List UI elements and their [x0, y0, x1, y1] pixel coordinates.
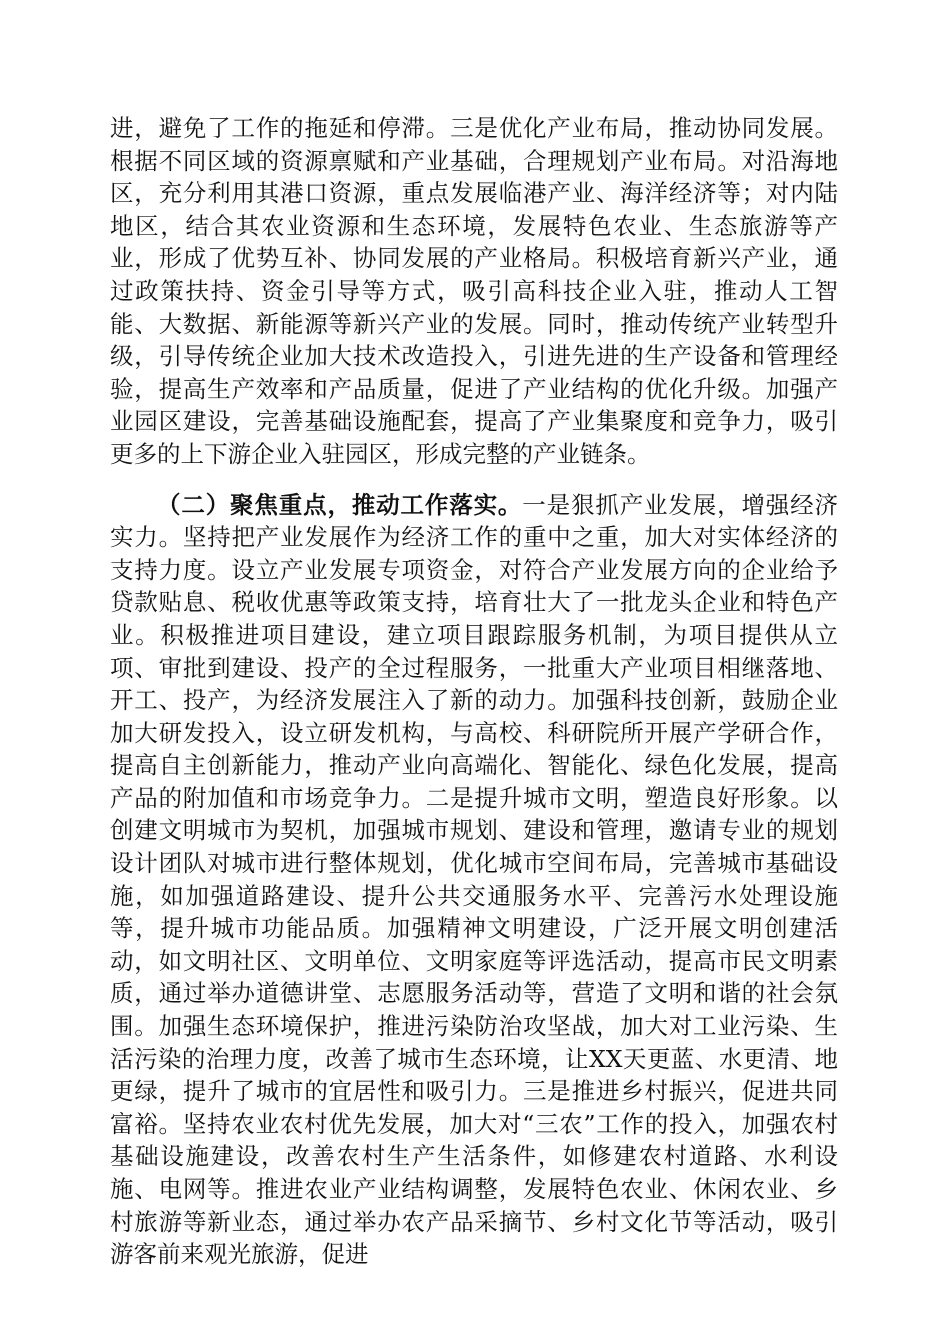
document-page: [110, 112, 838, 1271]
paragraph-continuation: 进，避免了工作的拖延和停滞。三是优化产业布局，推动协同发展。根据不同区域的资源禀赋和产业基础，合理规划产业布局。对沿海地区，充分利用其港口资源，重点发展临港产业、海洋经济等；对内陆地区，结合其农业资源和生态环境，发展特色农业、生态旅游等产业，形成了优势互补、协同发展的产业格局。积极培育新兴产业，通过政策扶持、资金引导等方式，吸引高科技企业入驻，推动人工智能、大数据、新能源等新兴产业的发展。同时，推动传统产业转型升级，引导传统企业加大技术改造投入，引进先进的生产设备和管理经验，提高生产效率和产品质量，促进了产业结构的优化升级。加强产业园区建设，完善基础设施配套，提高了产业集聚度和竞争力，吸引更多的上下游企业入驻园区，形成完整的产业链条。: [110, 114, 838, 468]
section-heading: （二）聚焦重点，推动工作落实。: [157, 490, 523, 519]
section-body-text: 一是狠抓产业发展，增强经济实力。坚持把产业发展作为经济工作的重中之重，加大对实体经济的支持力度。设立产业发展专项资金，对符合产业发展方向的企业给予贷款贴息、税收优惠等政策支持，培育壮大了一批龙头企业和特色产业。积极推进项目建设，建立项目跟踪服务机制，为项目提供从立项、审批到建设、投产的全过程服务，一批重大产业项目相继落地、开工、投产，为经济发展注入了新的动力。加强科技创新，鼓励企业加大研发投入，设立研发机构，与高校、科研院所开展产学研合作，提高自主创新能力，推动产业向高端化、智能化、绿色化发展，提高产品的附加值和市场竞争力。二是提升城市文明，塑造良好形象。以创建文明城市为契机，加强城市规划、建设和管理，邀请专业的规划设计团队对城市进行整体规划，优化城市空间布局，完善城市基础设施，如加强道路建设、提升公共交通服务水平、完善污水处理设施等，提升城市功能品质。加强精神文明建设，广泛开展文明创建活动，如文明社区、文明单位、文明家庭等评选活动，提高市民文明素质，通过举办道德讲堂、志愿服务活动等，营造了文明和谐的社会氛围。加强生态环境保护，推进污染防治攻坚战，加大对工业污染、生活污染的治理力度，改善了城市生态环境，让XX天更蓝、水更清、地更绿，提升了城市的宜居性和吸引力。三是推进乡村振兴，促进共同富裕。坚持农业农村优先发展，加大对“三农”工作的投入，加强农村基础设施建设，改善农村生产生活条件，如修建农村道路、水利设施、电网等。推进农业产业结构调整，发展特色农业、休闲农业、乡村旅游等新业态，通过举办农产品采摘节、乡村文化节等活动，吸引游客前来观光旅游，促进: [110, 490, 839, 1269]
section-paragraph: [110, 489, 838, 1271]
